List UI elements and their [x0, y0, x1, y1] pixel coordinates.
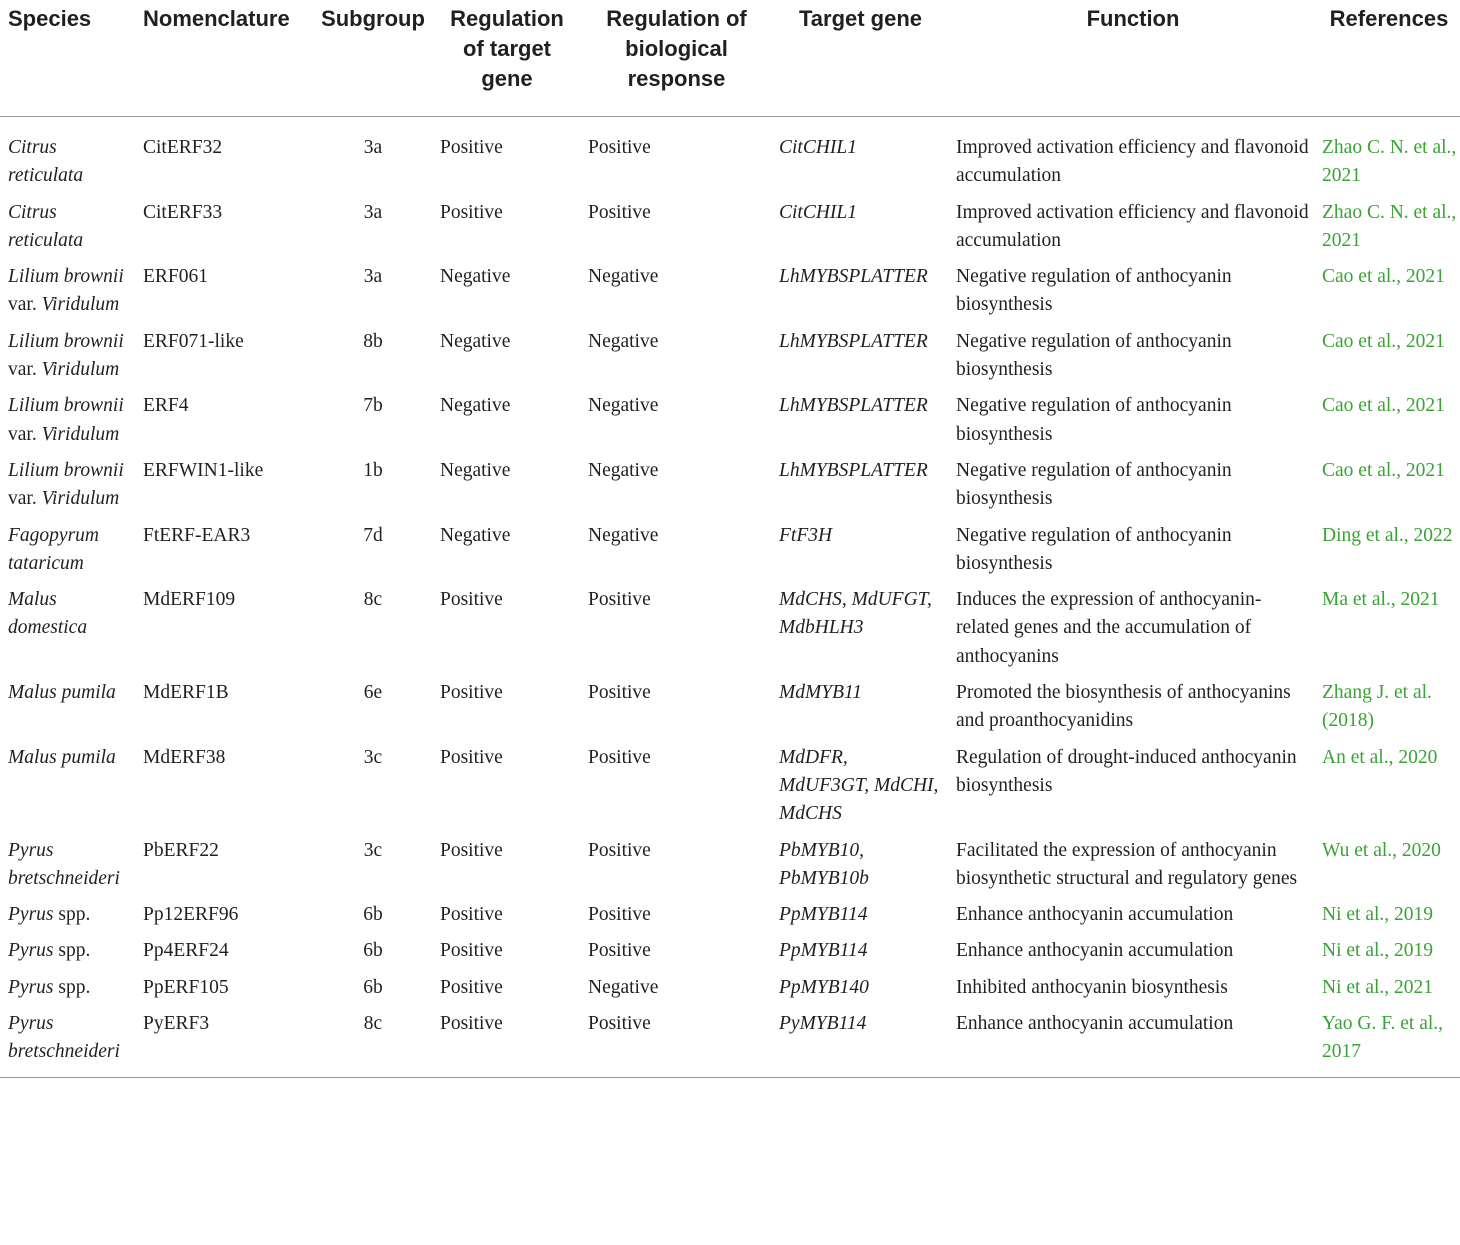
- regulation-target-cell: Positive: [440, 839, 503, 861]
- nomenclature-cell: PbERF22: [143, 839, 219, 861]
- function-cell: Enhance anthocyanin accumulation: [956, 940, 1234, 962]
- table-body: [0, 117, 1460, 1078]
- function-cell: Facilitated the expression of anthocyanin biosynthetic structural and regulatory genes: [956, 839, 1298, 889]
- regulation-target-cell: Positive: [440, 746, 503, 768]
- nomenclature-cell: ERF061: [143, 266, 209, 288]
- reference-link[interactable]: Zhao C. N. et al., 2021: [1322, 201, 1457, 251]
- header-target-gene: Target gene: [771, 0, 948, 117]
- species-cell: [0, 453, 135, 518]
- reference-link[interactable]: An et al., 2020: [1322, 746, 1438, 768]
- species-name: Citrus reticulata: [8, 137, 84, 187]
- regulation-response-cell: Positive: [588, 940, 651, 962]
- regulation-response-cell: Negative: [588, 976, 659, 998]
- function-cell: Inhibited anthocyanin biosynthesis: [956, 976, 1228, 998]
- target-gene-cell: LhMYBSPLATTER: [779, 266, 928, 288]
- function-cell: Enhance anthocyanin accumulation: [956, 904, 1234, 926]
- regulation-response-cell: Positive: [580, 1006, 771, 1077]
- species-cell: [0, 324, 135, 389]
- header-row: [0, 0, 1460, 117]
- subgroup-cell: 8c: [363, 589, 383, 611]
- nomenclature-cell: ERFWIN1-like: [143, 459, 264, 481]
- species-name: Lilium brownii: [8, 395, 124, 417]
- nomenclature-cell: PyERF3: [135, 1006, 312, 1077]
- table-row: [0, 1006, 1460, 1077]
- function-cell: Improved activation efficiency and flavonoid accumulation: [956, 201, 1309, 251]
- table-row: [0, 933, 1460, 969]
- regulation-target-cell: Positive: [440, 201, 503, 223]
- header-function: Function: [948, 0, 1316, 117]
- species-name: Pyrus: [8, 940, 54, 962]
- target-gene-cell: PpMYB114: [779, 940, 868, 962]
- nomenclature-cell: MdERF38: [143, 746, 226, 768]
- header-regulation-response: Regulation of biological response: [580, 0, 771, 117]
- species-cell: [0, 970, 135, 1006]
- function-cell: Enhance anthocyanin accumulation: [948, 1006, 1316, 1077]
- subgroup-cell: 3a: [363, 266, 383, 288]
- species-name: Malus pumila: [8, 746, 116, 768]
- regulation-response-cell: Negative: [588, 459, 659, 481]
- function-cell: Regulation of drought-induced anthocyanin biosynthesis: [956, 746, 1297, 796]
- regulation-target-cell: Negative: [440, 524, 511, 546]
- species-qualifier: spp.: [53, 940, 91, 962]
- table-row: [0, 195, 1460, 260]
- species-name: Pyrus bretschneideri: [8, 1013, 120, 1063]
- table-row: [0, 897, 1460, 933]
- function-cell: Negative regulation of anthocyanin biosynthesis: [956, 395, 1232, 445]
- function-cell: Negative regulation of anthocyanin biosynthesis: [956, 459, 1232, 510]
- subgroup-cell: 6b: [363, 940, 383, 962]
- species-name: Lilium brownii: [8, 330, 124, 352]
- species-qualifier: spp.: [53, 904, 91, 926]
- target-gene-cell: CitCHIL1: [779, 137, 858, 158]
- reference-link[interactable]: Cao et al., 2021: [1322, 266, 1445, 288]
- target-gene-cell: CitCHIL1: [779, 201, 858, 223]
- species-cell: [0, 675, 135, 740]
- target-gene-cell: LhMYBSPLATTER: [779, 395, 928, 417]
- regulation-response-cell: Negative: [588, 395, 659, 417]
- subgroup-cell: 1b: [363, 459, 383, 481]
- subgroup-cell: 3c: [363, 839, 383, 861]
- subgroup-cell: 3a: [363, 137, 383, 158]
- reference-link[interactable]: Ni et al., 2019: [1322, 940, 1434, 962]
- species-name: Pyrus: [8, 976, 54, 998]
- species-name: Citrus reticulata: [8, 201, 84, 251]
- reference-link[interactable]: Ding et al., 2022: [1322, 524, 1453, 546]
- subgroup-cell: 6e: [363, 682, 383, 704]
- nomenclature-cell: Pp4ERF24: [143, 940, 229, 962]
- table-row: [0, 388, 1460, 453]
- species-cell: [0, 518, 135, 583]
- table-row: [0, 833, 1460, 898]
- reference-link[interactable]: Ni et al., 2021: [1322, 976, 1434, 998]
- nomenclature-cell: PpERF105: [143, 976, 229, 998]
- reference-link[interactable]: Cao et al., 2021: [1322, 459, 1445, 481]
- reference-link[interactable]: Ni et al., 2019: [1322, 904, 1434, 926]
- species-variety: Viridulum: [41, 359, 120, 381]
- species-name: Lilium brownii: [8, 459, 124, 481]
- table-row: [0, 740, 1460, 833]
- species-name: Lilium brownii: [8, 266, 124, 288]
- reference-link[interactable]: Cao et al., 2021: [1322, 395, 1445, 417]
- regulation-response-cell: Negative: [588, 524, 659, 546]
- species-cell: [0, 117, 135, 195]
- function-cell: Induces the expression of anthocyanin-related genes and the accumulation of anthocyanins: [956, 589, 1262, 667]
- regulation-response-cell: Positive: [588, 746, 651, 768]
- nomenclature-cell: ERF4: [143, 395, 189, 417]
- regulation-target-cell: Negative: [440, 459, 511, 481]
- function-cell: Negative regulation of anthocyanin biosynthesis: [956, 266, 1232, 316]
- regulation-response-cell: Positive: [588, 589, 651, 611]
- target-gene-cell: MdMYB11: [779, 682, 863, 704]
- table-row: [0, 970, 1460, 1006]
- reference-link[interactable]: Ma et al., 2021: [1322, 589, 1440, 611]
- table-row: [0, 518, 1460, 583]
- subgroup-cell: 6b: [363, 976, 383, 998]
- species-cell: [0, 582, 135, 675]
- nomenclature-cell: Pp12ERF96: [143, 904, 239, 926]
- reference-link[interactable]: Cao et al., 2021: [1322, 330, 1445, 352]
- table-row: [0, 324, 1460, 389]
- species-qualifier: var.: [8, 488, 42, 510]
- regulation-target-cell: Positive: [440, 137, 503, 158]
- regulation-target-cell: Positive: [440, 682, 503, 704]
- target-gene-cell: MdCHS, MdUFGT, MdbHLH3: [779, 589, 932, 639]
- regulation-response-cell: Positive: [588, 904, 651, 926]
- table-row: [0, 675, 1460, 740]
- species-cell: [0, 259, 135, 324]
- subgroup-cell: 8b: [363, 330, 383, 352]
- species-name: Malus pumila: [8, 682, 116, 704]
- header-species: Species: [0, 0, 135, 117]
- subgroup-cell: 3a: [363, 201, 383, 223]
- species-qualifier: var.: [8, 423, 42, 445]
- species-cell: [0, 195, 135, 260]
- nomenclature-cell: FtERF-EAR3: [143, 524, 251, 546]
- function-cell: Promoted the biosynthesis of anthocyanins and proanthocyanidins: [956, 682, 1291, 732]
- header-nomenclature: Nomenclature: [135, 0, 312, 117]
- species-name: Malus domestica: [8, 589, 88, 639]
- reference-link[interactable]: Wu et al., 2020: [1322, 839, 1441, 861]
- species-variety: Viridulum: [41, 294, 120, 316]
- table-row: [0, 453, 1460, 518]
- target-gene-cell: PpMYB114: [779, 904, 868, 926]
- species-cell: [0, 1006, 135, 1077]
- regulation-target-cell: Positive: [432, 1006, 580, 1077]
- species-cell: [0, 740, 135, 833]
- species-qualifier: var.: [8, 359, 42, 381]
- subgroup-cell: 3c: [363, 746, 383, 768]
- species-name: Pyrus: [8, 904, 54, 926]
- regulation-response-cell: Negative: [588, 330, 659, 352]
- regulation-response-cell: Positive: [588, 682, 651, 704]
- nomenclature-cell: CitERF32: [143, 137, 223, 158]
- header-regulation-target: Regulation of target gene: [432, 0, 580, 117]
- species-cell: [0, 897, 135, 933]
- nomenclature-cell: CitERF33: [143, 201, 223, 223]
- regulation-target-cell: Positive: [440, 589, 503, 611]
- species-qualifier: var.: [8, 294, 42, 316]
- species-name: Pyrus bretschneideri: [8, 839, 120, 889]
- regulation-target-cell: Negative: [440, 395, 511, 417]
- regulation-response-cell: Positive: [588, 839, 651, 861]
- subgroup-cell: 8c: [312, 1006, 432, 1077]
- reference-link[interactable]: Zhang J. et al. (2018): [1322, 682, 1432, 732]
- regulation-response-cell: Positive: [588, 201, 651, 223]
- regulation-target-cell: Positive: [440, 976, 503, 998]
- function-cell: Negative regulation of anthocyanin biosynthesis: [956, 330, 1232, 381]
- table-row: [0, 117, 1460, 195]
- regulation-target-cell: Negative: [440, 330, 511, 352]
- species-variety: Viridulum: [41, 423, 120, 445]
- regulation-target-cell: Positive: [440, 904, 503, 926]
- table-row: [0, 582, 1460, 675]
- species-variety: Viridulum: [41, 488, 120, 510]
- species-cell: [0, 833, 135, 898]
- target-gene-cell: PyMYB114: [771, 1006, 948, 1077]
- subgroup-cell: 6b: [363, 904, 383, 926]
- function-cell: Negative regulation of anthocyanin biosynthesis: [956, 524, 1232, 574]
- table-row: [0, 259, 1460, 324]
- target-gene-cell: PpMYB140: [779, 976, 869, 998]
- target-gene-cell: LhMYBSPLATTER: [779, 459, 928, 481]
- function-cell: Improved activation efficiency and flavonoid accumulation: [956, 137, 1309, 187]
- regulation-response-cell: Negative: [588, 266, 659, 288]
- subgroup-cell: 7b: [363, 395, 383, 417]
- species-cell: [0, 388, 135, 453]
- species-cell: [0, 933, 135, 969]
- nomenclature-cell: MdERF109: [143, 589, 236, 611]
- regulation-target-cell: Positive: [440, 940, 503, 962]
- header-references: References: [1316, 0, 1460, 117]
- species-qualifier: spp.: [53, 976, 91, 998]
- target-gene-cell: PbMYB10, PbMYB10b: [779, 839, 869, 889]
- header-subgroup: Subgroup: [312, 0, 432, 117]
- regulation-response-cell: Positive: [588, 137, 651, 158]
- subgroup-cell: 7d: [363, 524, 383, 546]
- nomenclature-cell: MdERF1B: [143, 682, 229, 704]
- reference-link[interactable]: Zhao C. N. et al., 2021: [1322, 137, 1457, 187]
- reference-link[interactable]: Yao G. F. et al., 2017: [1316, 1006, 1460, 1077]
- nomenclature-cell: ERF071-like: [143, 330, 244, 352]
- target-gene-cell: FtF3H: [779, 524, 833, 546]
- target-gene-cell: MdDFR, MdUF3GT, MdCHI, MdCHS: [779, 746, 939, 825]
- regulation-target-cell: Negative: [440, 266, 511, 288]
- target-gene-cell: LhMYBSPLATTER: [779, 330, 928, 352]
- species-name: Fagopyrum tataricum: [8, 524, 99, 574]
